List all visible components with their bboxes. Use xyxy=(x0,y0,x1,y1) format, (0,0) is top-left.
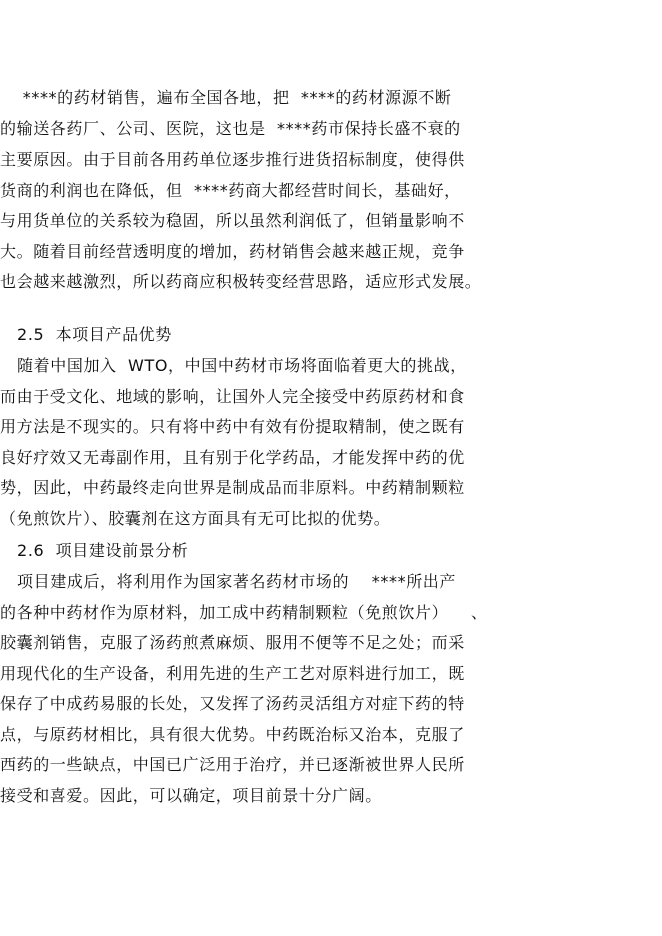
paragraph-1-line-5: 与用货单位的关系较为稳固，所以虽然利润低了，但销量影响不 xyxy=(0,211,465,230)
paragraph-2-line-2: 而由于受文化、地域的影响，让国外人完全接受中药原药材和食 xyxy=(0,387,465,406)
paragraph-2-line-1: 随着中国加入 WTO，中国中药材市场将面临着更大的挑战， xyxy=(0,356,467,375)
paragraph-2-line-3: 用方法是不现实的。只有将中药中有效有份提取精制，使之既有 xyxy=(0,417,465,436)
paragraph-3-line-7: 西药的一些缺点，中国已广泛用于治疗，并已逐渐被世界人民所 xyxy=(0,755,465,774)
paragraph-2-line-4: 良好疗效又无毒副作用，且有别于化学药品，才能发挥中药的优 xyxy=(0,448,465,467)
paragraph-3-line-3: 胶囊剂销售，克服了汤药煎煮麻烦、服用不便等不足之处；而采 xyxy=(0,633,465,652)
paragraph-1-line-2: 的输送各药厂、公司、医院，这也是 ****药市保持长盛不衰的 xyxy=(0,119,461,138)
paragraph-3-line-4: 用现代化的生产设备，利用先进的生产工艺对原料进行加工，既 xyxy=(0,664,465,683)
paragraph-1-line-4: 货商的利润也在降低，但 ****药商大都经营时间长，基础好， xyxy=(0,181,461,200)
paragraph-3-line-2: 的各种中药材作为原材料，加工成中药精制颗粒（免煎饮片） 、 xyxy=(0,603,488,622)
paragraph-1-line-1: ****的药材销售，遍布全国各地，把 ****的药材源源不断 xyxy=(0,88,452,107)
section-heading-2-6: 2.6 项目建设前景分析 xyxy=(0,541,189,560)
paragraph-3-line-1: 项目建成后，将利用作为国家著名药材市场的 ****所出产 xyxy=(0,572,457,591)
paragraph-3-line-8: 接受和喜爱。因此，可以确定，项目前景十分广阔。 xyxy=(0,786,382,805)
paragraph-1-line-7: 也会越来越激烈，所以药商应积极转变经营思路，适应形式发展。 xyxy=(0,272,482,291)
paragraph-1-line-6: 大。随着目前经营透明度的增加，药材销售会越来越正规，竞争 xyxy=(0,242,465,261)
section-heading-2-5: 2.5 本项目产品优势 xyxy=(0,325,172,344)
paragraph-3-line-5: 保存了中成药易服的长处，又发挥了汤药灵活组方对症下药的特 xyxy=(0,694,465,713)
paragraph-3-line-6: 点，与原药材相比，具有很大优势。中药既治标又治本，克服了 xyxy=(0,725,465,744)
paragraph-2-line-6: （免煎饮片）、胶囊剂在这方面具有无可比拟的优势。 xyxy=(0,509,391,528)
paragraph-2-line-5: 势，因此，中药最终走向世界是制成品而非原料。中药精制颗粒 xyxy=(0,478,465,497)
paragraph-1-line-3: 主要原因。由于目前各用药单位逐步推行进货招标制度，使得供 xyxy=(0,150,465,169)
